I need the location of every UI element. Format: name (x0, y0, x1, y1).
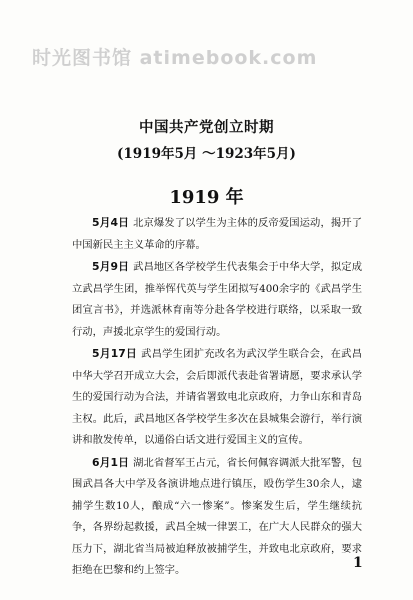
chronology-entry (72, 212, 362, 256)
watermark: 时光图书馆 atimebook.com (32, 47, 318, 69)
entry-text: 武昌地区各学校学生代表集会于中华大学，拟定成立武昌学生团，推举恽代英与学生团拟写400余字的《武昌学生团宣言书》，并选派林育南等分赴各学校进行联络，以采取一致行动，声援北京学生的爱国行动。 (72, 261, 362, 338)
entry-text: 北京爆发了以学生为主体的反帝爱国运动，揭开了中国新民主主义革命的序幕。 (72, 217, 362, 251)
year-heading: 1919 年 (169, 187, 244, 208)
entry-date: 5月4日 (92, 216, 130, 229)
entry-date: 6月1日 (92, 455, 130, 469)
entry-date: 5月17日 (92, 347, 138, 360)
chronology-entry (72, 452, 362, 582)
entry-text: 湖北省督军王占元，省长何佩容调派大批军警，包围武昌各大中学及各演讲地点进行镇压，殴伤学生30余人，逮捕学生数10人，酿成“六一惨案”。惨案发生后，学生继续抗争，各界纷起救援，武昌全城一律罢工，在广大人民群众的强大压力下，湖北省当局被迫释放被捕学生，并致电北京政府，要求拒绝在巴黎和约上签字。 (72, 456, 362, 576)
entry-text: 武昌学生团扩充改名为武汉学生联合会，在武昌中华大学召开成立大会，会后即派代表赴省署请愿，要求承认学生的爱国行动为合法，并请省署致电北京政府，力争山东和青岛主权。此后，武昌地区各学校学生多次在县城集会游行，举行演讲和散发传单，以通俗白话文进行爱国主义的宣传。 (72, 348, 362, 446)
chronology-entries (72, 212, 362, 582)
entry-date: 5月9日 (92, 260, 130, 273)
chapter-title: 中国共产党创立时期 (139, 120, 274, 136)
chapter-subtitle: (1919年5月 ～1923年5月) (117, 146, 296, 162)
chronology-entry (72, 343, 362, 452)
chronology-entry (72, 256, 362, 343)
page-number: 1 (353, 555, 363, 571)
